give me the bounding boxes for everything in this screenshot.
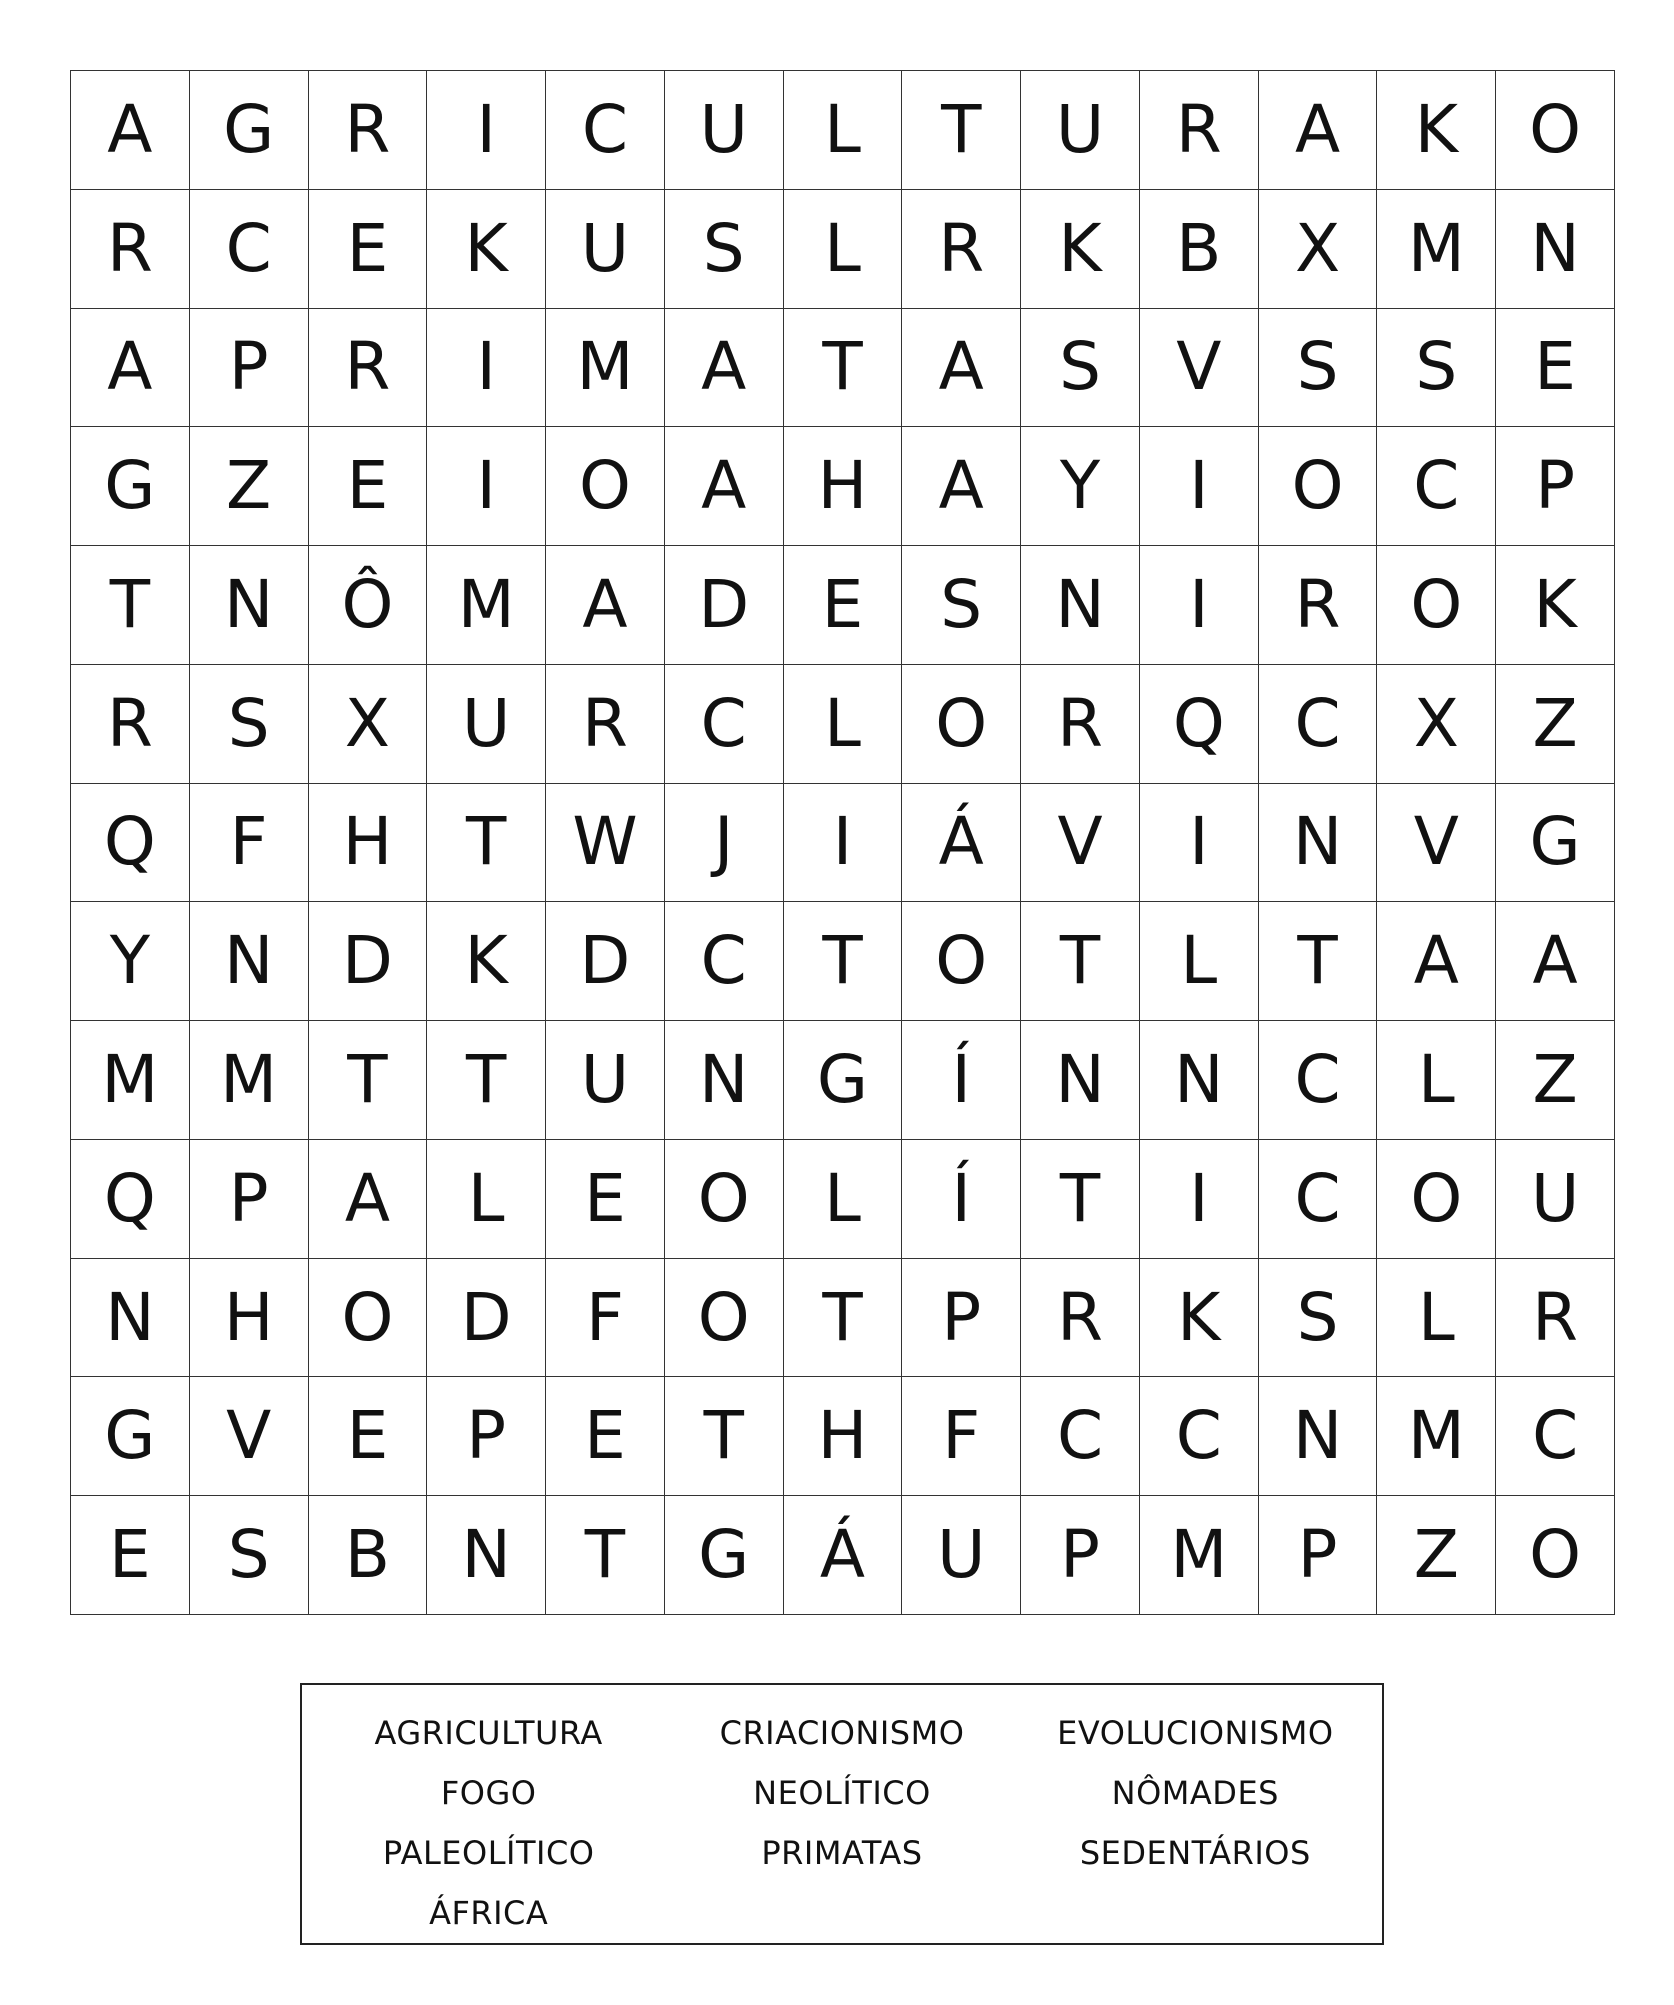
grid-cell[interactable]: O	[1496, 1496, 1615, 1615]
grid-cell[interactable]: G	[1496, 784, 1615, 903]
grid-cell[interactable]: L	[784, 665, 903, 784]
grid-cell[interactable]: A	[1259, 71, 1378, 190]
grid-cell[interactable]: C	[546, 71, 665, 190]
grid-cell[interactable]: R	[71, 190, 190, 309]
grid-cell[interactable]: U	[546, 1021, 665, 1140]
grid-cell[interactable]: C	[1377, 427, 1496, 546]
grid-cell[interactable]: K	[1496, 546, 1615, 665]
grid-cell[interactable]: D	[665, 546, 784, 665]
grid-cell[interactable]: L	[784, 190, 903, 309]
grid-cell[interactable]: C	[190, 190, 309, 309]
word-list-item: CRIACIONISMO	[719, 1714, 965, 1752]
grid-cell[interactable]: P	[1021, 1496, 1140, 1615]
grid-cell[interactable]: O	[309, 1259, 428, 1378]
word-list-item: EVOLUCIONISMO	[1057, 1714, 1334, 1752]
grid-cell[interactable]: I	[1140, 546, 1259, 665]
grid-cell[interactable]: O	[1259, 427, 1378, 546]
grid-cell[interactable]: C	[665, 665, 784, 784]
grid-cell[interactable]: Z	[1496, 665, 1615, 784]
grid-cell[interactable]: A	[71, 309, 190, 428]
grid-cell[interactable]: A	[1377, 902, 1496, 1021]
grid-cell[interactable]: Z	[1377, 1496, 1496, 1615]
grid-cell[interactable]: N	[190, 902, 309, 1021]
grid-cell[interactable]: R	[309, 71, 428, 190]
grid-cell[interactable]: A	[665, 427, 784, 546]
grid-cell[interactable]: Q	[1140, 665, 1259, 784]
grid-cell[interactable]: N	[190, 546, 309, 665]
word-list-item: NÔMADES	[1111, 1774, 1279, 1812]
word-list-item: AGRICULTURA	[374, 1714, 603, 1752]
grid-cell[interactable]: X	[1259, 190, 1378, 309]
grid-cell[interactable]: N	[1021, 546, 1140, 665]
grid-cell[interactable]: O	[1377, 1140, 1496, 1259]
grid-cell[interactable]: H	[309, 784, 428, 903]
grid-cell[interactable]: E	[309, 1377, 428, 1496]
grid-cell[interactable]: O	[546, 427, 665, 546]
grid-cell[interactable]: S	[1021, 309, 1140, 428]
grid-cell[interactable]: I	[784, 784, 903, 903]
grid-cell[interactable]: Y	[1021, 427, 1140, 546]
grid-cell[interactable]: N	[665, 1021, 784, 1140]
grid-cell[interactable]: S	[902, 546, 1021, 665]
grid-cell[interactable]: N	[71, 1259, 190, 1378]
grid-cell[interactable]: G	[71, 427, 190, 546]
grid-cell[interactable]: B	[1140, 190, 1259, 309]
grid-cell[interactable]: V	[1021, 784, 1140, 903]
grid-cell[interactable]: U	[546, 190, 665, 309]
grid-cell[interactable]: E	[546, 1377, 665, 1496]
word-list-item: PRIMATAS	[761, 1834, 923, 1872]
grid-cell[interactable]: T	[71, 546, 190, 665]
grid-cell[interactable]: A	[902, 309, 1021, 428]
grid-cell[interactable]: U	[1496, 1140, 1615, 1259]
grid-cell[interactable]: Á	[902, 784, 1021, 903]
grid-cell[interactable]: O	[1496, 71, 1615, 190]
word-list-item: NEOLÍTICO	[753, 1774, 931, 1812]
grid-cell[interactable]: A	[71, 71, 190, 190]
grid-cell[interactable]: Á	[784, 1496, 903, 1615]
grid-cell[interactable]: R	[1259, 546, 1378, 665]
grid-cell[interactable]: K	[1021, 190, 1140, 309]
grid-cell[interactable]: S	[190, 1496, 309, 1615]
grid-cell[interactable]: G	[190, 71, 309, 190]
grid-cell[interactable]: V	[190, 1377, 309, 1496]
word-list-item: FOGO	[440, 1774, 537, 1812]
grid-cell[interactable]: Y	[71, 902, 190, 1021]
grid-cell[interactable]: C	[1496, 1377, 1615, 1496]
grid-cell[interactable]: R	[1021, 665, 1140, 784]
grid-cell[interactable]: A	[546, 546, 665, 665]
grid-cell[interactable]: D	[546, 902, 665, 1021]
grid-cell[interactable]: E	[309, 427, 428, 546]
grid-cell[interactable]: D	[427, 1259, 546, 1378]
grid-cell[interactable]: T	[902, 71, 1021, 190]
grid-cell[interactable]: Í	[902, 1140, 1021, 1259]
grid-cell[interactable]: A	[309, 1140, 428, 1259]
grid-cell[interactable]: F	[190, 784, 309, 903]
grid-cell[interactable]: I	[427, 71, 546, 190]
grid-cell[interactable]: T	[1021, 1140, 1140, 1259]
grid-cell[interactable]: T	[546, 1496, 665, 1615]
grid-cell[interactable]: C	[1021, 1377, 1140, 1496]
grid-cell[interactable]: R	[71, 665, 190, 784]
grid-cell[interactable]: C	[1259, 1021, 1378, 1140]
grid-cell[interactable]: L	[784, 71, 903, 190]
grid-cell[interactable]: V	[1377, 784, 1496, 903]
grid-cell[interactable]: O	[1377, 546, 1496, 665]
grid-cell[interactable]: Q	[71, 784, 190, 903]
grid-cell[interactable]: O	[902, 665, 1021, 784]
grid-cell[interactable]: Í	[902, 1021, 1021, 1140]
grid-cell[interactable]: R	[1021, 1259, 1140, 1378]
grid-cell[interactable]: I	[1140, 1140, 1259, 1259]
grid-cell[interactable]: T	[784, 902, 903, 1021]
grid-cell[interactable]: T	[309, 1021, 428, 1140]
grid-cell[interactable]: M	[71, 1021, 190, 1140]
grid-cell[interactable]: Z	[1496, 1021, 1615, 1140]
grid-cell[interactable]: L	[1140, 902, 1259, 1021]
grid-cell[interactable]: T	[1259, 902, 1378, 1021]
grid-cell[interactable]: H	[190, 1259, 309, 1378]
grid-cell[interactable]: T	[427, 1021, 546, 1140]
grid-cell[interactable]: K	[1140, 1259, 1259, 1378]
grid-cell[interactable]: X	[309, 665, 428, 784]
grid-cell[interactable]: N	[1496, 190, 1615, 309]
grid-cell[interactable]: N	[1021, 1021, 1140, 1140]
grid-cell[interactable]: C	[1259, 1140, 1378, 1259]
grid-cell[interactable]: N	[1259, 784, 1378, 903]
grid-cell[interactable]: I	[427, 427, 546, 546]
grid-cell[interactable]: E	[71, 1496, 190, 1615]
grid-cell[interactable]: G	[71, 1377, 190, 1496]
grid-cell[interactable]: A	[902, 427, 1021, 546]
grid-cell[interactable]: I	[1140, 427, 1259, 546]
grid-cell[interactable]: F	[902, 1377, 1021, 1496]
grid-cell[interactable]: L	[784, 1140, 903, 1259]
grid-cell[interactable]: K	[427, 902, 546, 1021]
grid-cell[interactable]: X	[1377, 665, 1496, 784]
grid-cell[interactable]: L	[427, 1140, 546, 1259]
grid-cell[interactable]: M	[546, 309, 665, 428]
grid-cell[interactable]: E	[1496, 309, 1615, 428]
grid-cell[interactable]: A	[665, 309, 784, 428]
grid-cell[interactable]: C	[1259, 665, 1378, 784]
grid-cell[interactable]: W	[546, 784, 665, 903]
grid-cell[interactable]: M	[1140, 1496, 1259, 1615]
grid-cell[interactable]: U	[902, 1496, 1021, 1615]
grid-cell[interactable]: J	[665, 784, 784, 903]
grid-cell[interactable]: H	[784, 427, 903, 546]
grid-cell[interactable]: T	[784, 1259, 903, 1378]
grid-cell[interactable]: T	[665, 1377, 784, 1496]
grid-cell[interactable]: N	[427, 1496, 546, 1615]
grid-cell[interactable]: C	[1140, 1377, 1259, 1496]
grid-cell[interactable]: S	[1259, 309, 1378, 428]
grid-cell[interactable]: O	[665, 1140, 784, 1259]
grid-cell[interactable]: I	[1140, 784, 1259, 903]
grid-cell[interactable]: L	[1377, 1021, 1496, 1140]
grid-cell[interactable]: C	[665, 902, 784, 1021]
grid-cell[interactable]: K	[1377, 71, 1496, 190]
grid-cell[interactable]: N	[1140, 1021, 1259, 1140]
grid-cell[interactable]: U	[427, 665, 546, 784]
grid-cell[interactable]: D	[309, 902, 428, 1021]
grid-cell[interactable]: O	[902, 902, 1021, 1021]
grid-cell[interactable]: E	[309, 190, 428, 309]
grid-cell[interactable]: P	[427, 1377, 546, 1496]
grid-cell[interactable]: R	[309, 309, 428, 428]
grid-cell[interactable]: F	[546, 1259, 665, 1378]
grid-cell[interactable]: P	[190, 1140, 309, 1259]
grid-cell[interactable]: R	[1496, 1259, 1615, 1378]
grid-cell[interactable]: S	[190, 665, 309, 784]
grid-cell[interactable]: P	[902, 1259, 1021, 1378]
grid-cell[interactable]: L	[1377, 1259, 1496, 1378]
grid-cell[interactable]: G	[665, 1496, 784, 1615]
grid-cell[interactable]: B	[309, 1496, 428, 1615]
grid-cell[interactable]: R	[902, 190, 1021, 309]
grid-cell[interactable]: U	[1021, 71, 1140, 190]
grid-cell[interactable]: T	[784, 309, 903, 428]
grid-cell[interactable]: M	[427, 546, 546, 665]
grid-cell[interactable]: Q	[71, 1140, 190, 1259]
grid-cell[interactable]: M	[1377, 190, 1496, 309]
grid-cell[interactable]: M	[190, 1021, 309, 1140]
grid-cell[interactable]: H	[784, 1377, 903, 1496]
grid-cell[interactable]: Ô	[309, 546, 428, 665]
grid-cell[interactable]: K	[427, 190, 546, 309]
grid-cell[interactable]: Z	[190, 427, 309, 546]
grid-cell[interactable]: U	[665, 71, 784, 190]
grid-cell[interactable]: M	[1377, 1377, 1496, 1496]
grid-cell[interactable]: S	[665, 190, 784, 309]
word-list-item: SEDENTÁRIOS	[1079, 1834, 1311, 1872]
grid-cell[interactable]: T	[427, 784, 546, 903]
word-list-item: ÁFRICA	[429, 1894, 549, 1932]
grid-cell[interactable]: S	[1377, 309, 1496, 428]
grid-cell[interactable]: V	[1140, 309, 1259, 428]
grid-cell[interactable]: G	[784, 1021, 903, 1140]
grid-cell[interactable]: R	[1140, 71, 1259, 190]
word-search-grid	[70, 70, 1615, 1615]
grid-cell[interactable]: A	[1496, 902, 1615, 1021]
grid-cell[interactable]: E	[546, 1140, 665, 1259]
grid-cell[interactable]: N	[1259, 1377, 1378, 1496]
grid-cell[interactable]: P	[1259, 1496, 1378, 1615]
grid-cell[interactable]: P	[1496, 427, 1615, 546]
grid-cell[interactable]: T	[1021, 902, 1140, 1021]
grid-cell[interactable]: I	[427, 309, 546, 428]
grid-cell[interactable]: S	[1259, 1259, 1378, 1378]
word-list-item: PALEOLÍTICO	[382, 1834, 595, 1872]
grid-cell[interactable]: E	[784, 546, 903, 665]
word-list	[300, 1683, 1384, 1945]
grid-cell[interactable]: P	[190, 309, 309, 428]
grid-cell[interactable]: O	[665, 1259, 784, 1378]
grid-cell[interactable]: R	[546, 665, 665, 784]
